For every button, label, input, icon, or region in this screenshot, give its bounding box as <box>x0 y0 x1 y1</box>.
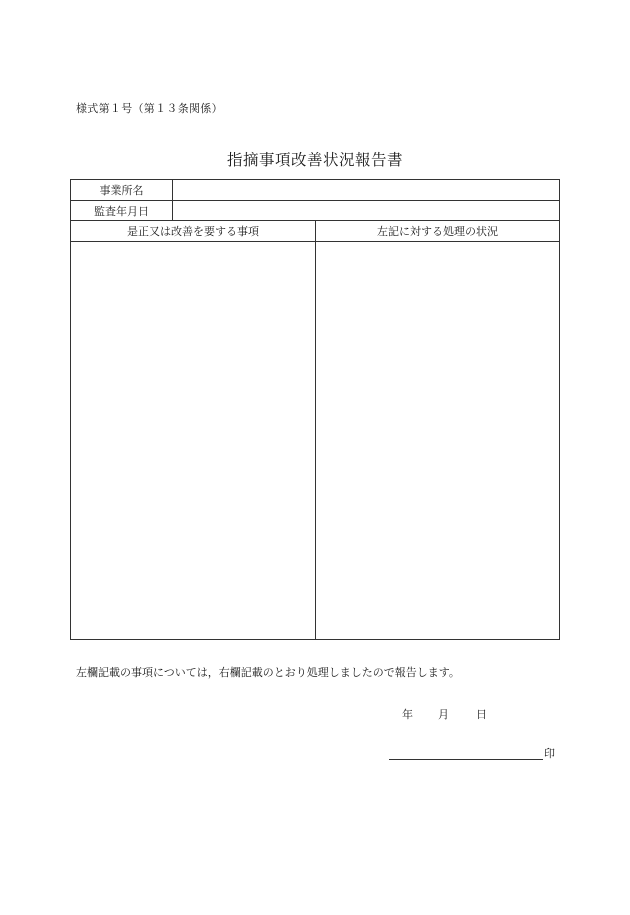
signature-line[interactable] <box>389 759 543 760</box>
report-date <box>402 706 487 722</box>
correction-items-field[interactable] <box>71 242 316 639</box>
column-header-row <box>71 221 559 242</box>
column-header-correction-items: 是正又は改善を要する事項 <box>71 221 316 241</box>
office-value-field[interactable] <box>173 180 559 200</box>
office-row <box>71 180 559 201</box>
date-year-label: 年 <box>402 708 413 721</box>
report-table <box>70 179 560 640</box>
treatment-status-field[interactable] <box>316 242 559 639</box>
audit-date-label: 監査年月日 <box>71 201 173 220</box>
seal-mark: 印 <box>544 747 555 760</box>
date-month-label: 月 <box>438 708 449 721</box>
report-statement: 左欄記載の事項については，右欄記載のとおり処理しましたので報告します。 <box>76 666 460 679</box>
audit-date-row <box>71 201 559 221</box>
form-number: 様式第１号（第１３条関係） <box>76 102 223 115</box>
date-day-label: 日 <box>476 708 487 721</box>
audit-date-value-field[interactable] <box>173 201 559 220</box>
document-title: 指摘事項改善状況報告書 <box>226 151 403 169</box>
office-label: 事業所名 <box>71 180 173 200</box>
column-header-treatment-status: 左記に対する処理の状況 <box>377 225 498 238</box>
